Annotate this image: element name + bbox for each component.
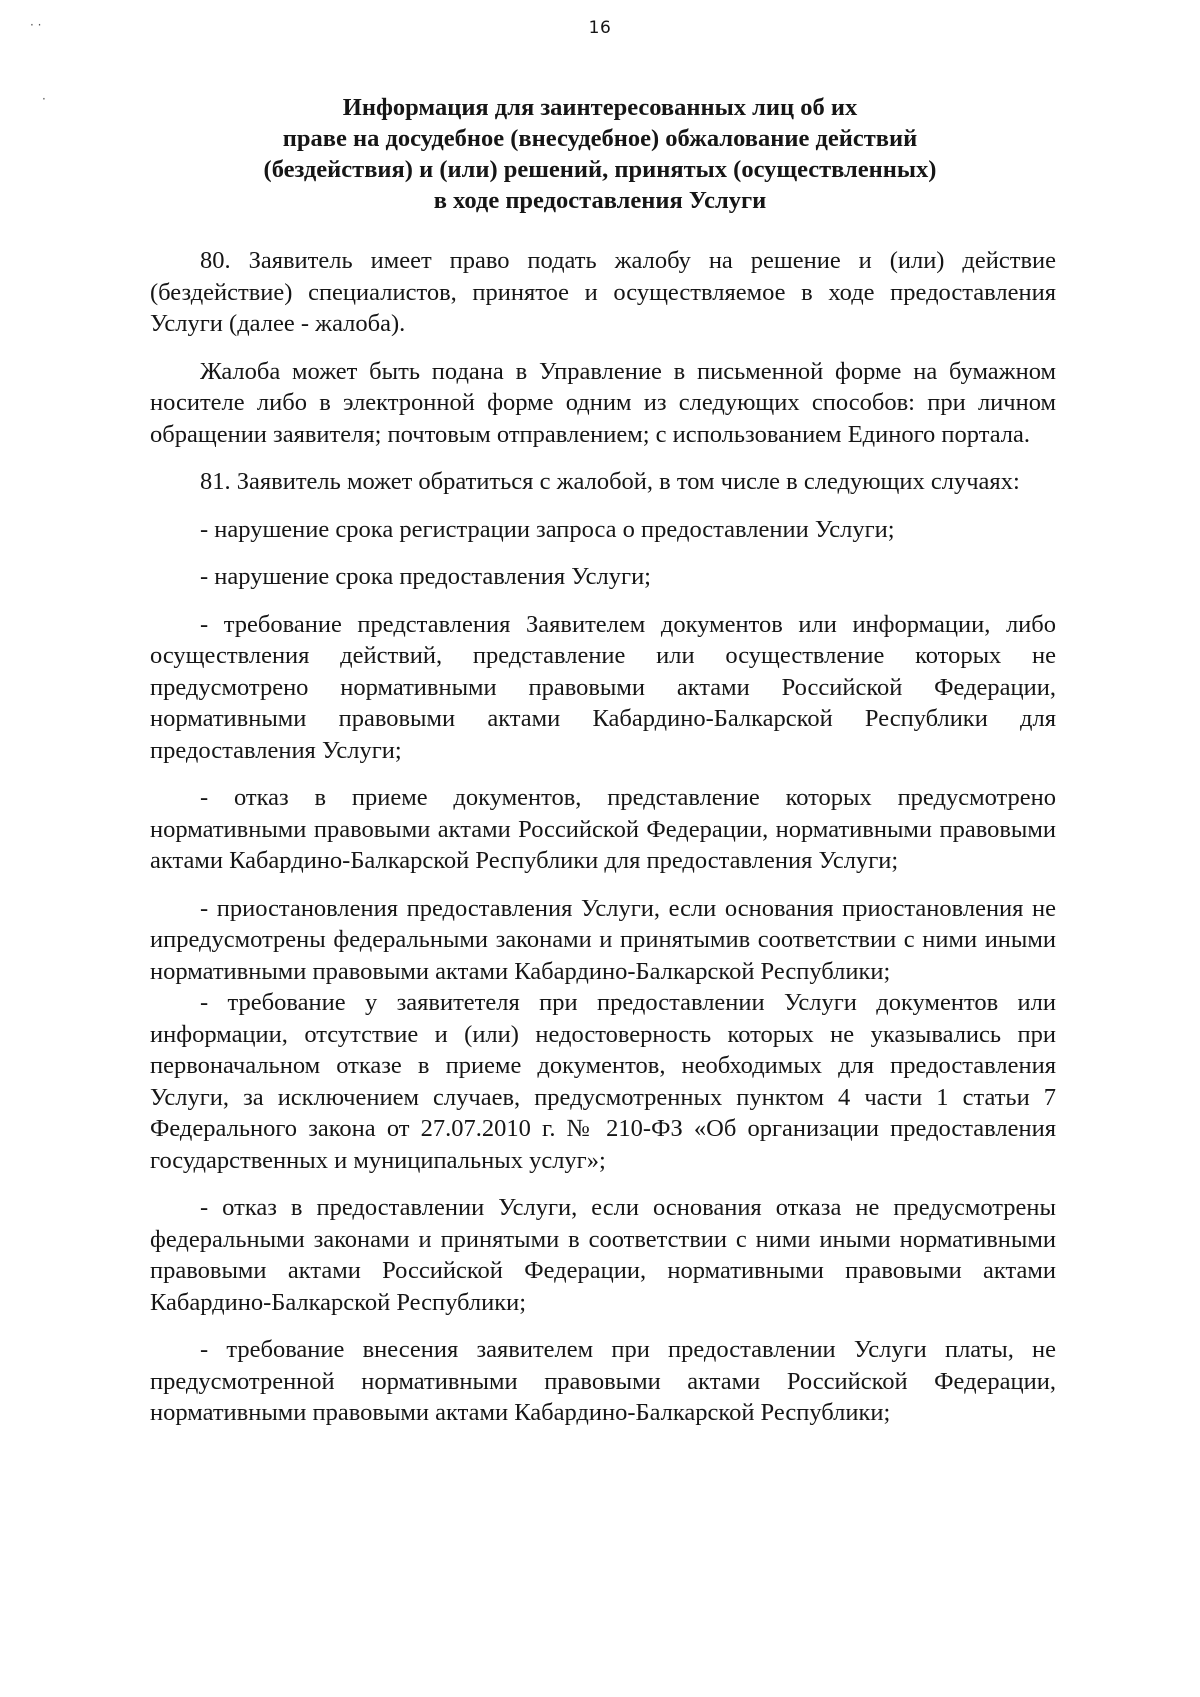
list-item: - нарушение срока регистрации запроса о предоставлении Услуги; xyxy=(200,515,895,543)
list-item: - приостановления предоставления Услуги, если основания приостановления не ипредусмотрены федеральными законами и принятымив соответствии с ними иными нормативными правовыми актами Кабардино-Балкарской Республики; xyxy=(150,894,1056,985)
heading-line: (бездействия) и (или) решений, принятых (осуществленных) xyxy=(263,156,937,183)
list-item: - требование внесения заявителем при предоставлении Услуги платы, не предусмотренной нормативными правовыми актами Российской Федерации, нормативными правовыми актами Кабардино-Балкарской Республики; xyxy=(150,1336,1056,1426)
scan-artifact: · xyxy=(42,92,46,106)
paragraph-complaint-submission: Жалоба может быть подана в Управление в письменной форме на бумажном носителе либо в электронной форме одним из следующих способов: при личном обращении заявителя; почтовым отправлением; с использованием Единого портала. xyxy=(150,357,1056,448)
list-item: - нарушение срока предоставления Услуги; xyxy=(200,563,651,590)
document-body xyxy=(150,245,1056,1445)
heading-line: в ходе предоставления Услуги xyxy=(433,187,767,214)
list-item: - требование у заявитетеля при предоставлении Услуги документов или информации, отсутствие и (или) недостоверность которых не указывались при первоначальном отказе в приеме документов, необходимых для предоставления Услуги, за исключением случаев, предусмотренных пунктом 4 части 1 статьи 7 Федерального закона от 27.07.2010 г. № 210-ФЗ «Об организации предоставления государственных и муниципальных услуг»; xyxy=(150,989,1056,1174)
scan-artifact: · · xyxy=(30,18,42,32)
heading-line: праве на досудебное (внесудебное) обжалование действий xyxy=(282,125,918,152)
list-item: - требование представления Заявителем документов или информации, либо осуществления действий, представление или осуществление которых не предусмотрено нормативными правовыми актами Российской Федерации, нормативными правовыми актами Кабардино-Балкарской Республики для предоставления Услуги; xyxy=(150,610,1056,764)
paragraph-81: 81. Заявитель может обратиться с жалобой, в том числе в следующих случаях: xyxy=(200,468,1020,495)
heading-line: Информация для заинтересованных лиц об их xyxy=(342,94,858,121)
list-item: - отказ в предоставлении Услуги, если основания отказа не предусмотрены федеральными законами и принятыми в соответствии с ними иными нормативными правовыми актами Российской Федерации, нормативными правовыми актами Кабардино-Балкарской Республики; xyxy=(150,1194,1056,1316)
page-number: 16 xyxy=(588,18,612,38)
paragraph-80: 80. Заявитель имеет право подать жалобу на решение и (или) действие (бездействие) специалистов, принятое и осуществляемое в ходе предоставления Услуги (далее - жалоба). xyxy=(150,247,1056,337)
list-item: - отказ в приеме документов, представление которых предусмотрено нормативными правовыми актами Российской Федерации, нормативными правовыми актами Кабардино-Балкарской Республики для предоставления Услуги; xyxy=(150,784,1056,874)
section-heading xyxy=(150,92,1050,216)
